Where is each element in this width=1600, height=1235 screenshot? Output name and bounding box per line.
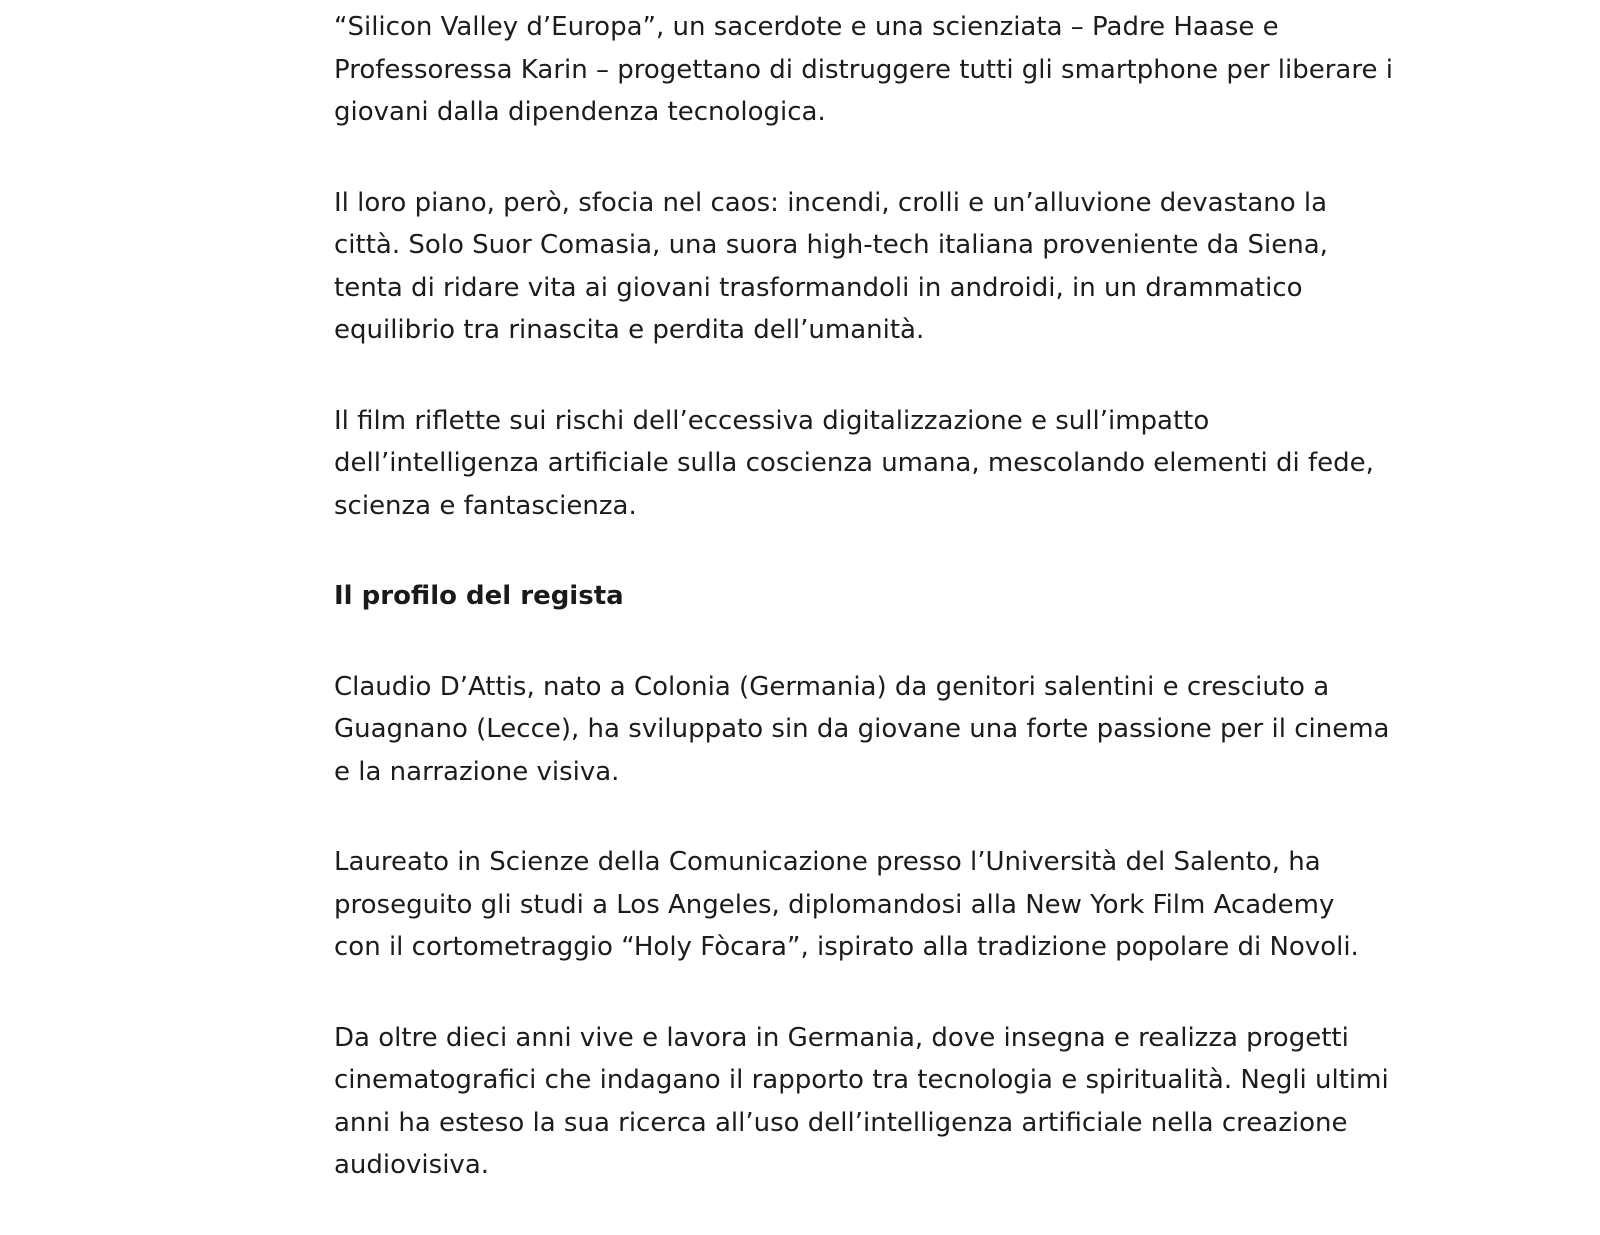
text-line: città. Solo Suor Comasia, una suora high-tech italiana proveniente da Siena, xyxy=(334,230,1328,260)
section-heading: Il profilo del regista xyxy=(334,581,624,611)
text-line: Claudio D’Attis, nato a Colonia (Germania) da genitori salentini e cresciuto a xyxy=(334,671,1330,702)
paragraph-director-origin xyxy=(334,666,1404,794)
text-line: Professoressa Karin – progettano di distruggere tutti gli smartphone per liberare i xyxy=(334,54,1393,85)
text-line: e la narrazione visiva. xyxy=(334,756,620,787)
text-line: Laureato in Scienze della Comunicazione presso l’Università del Salento, ha xyxy=(334,847,1321,877)
text-line: Da oltre dieci anni vive e lavora in Germania, dove insegna e realizza progetti xyxy=(334,1022,1349,1053)
text-line: tenta di ridare vita ai giovani trasformandoli in androidi, in un drammatico xyxy=(334,272,1303,303)
text-line: audiovisiva. xyxy=(334,1150,490,1180)
text-line: Il loro piano, però, sfocia nel caos: incendi, crolli e un’alluvione devastano la xyxy=(334,187,1328,218)
text-line: anni ha esteso la sua ricerca all’uso dell’intelligenza artificiale nella creazione xyxy=(334,1107,1348,1138)
article-body xyxy=(334,0,1404,1235)
paragraph-director-career xyxy=(334,1017,1404,1187)
text-line: “Silicon Valley d’Europa”, un sacerdote e una scienziata – Padre Haase e xyxy=(334,12,1279,42)
paragraph-plot-chaos xyxy=(334,182,1404,352)
paragraph-film-theme xyxy=(334,400,1404,528)
paragraph-director-education xyxy=(334,841,1404,969)
text-line: Il film riflette sui rischi dell’eccessiva digitalizzazione e sull’impatto xyxy=(334,405,1210,436)
text-line: proseguito gli studi a Los Angeles, diplomandosi alla New York Film Academy xyxy=(334,889,1335,920)
text-line: cinematografici che indagano il rapporto tra tecnologia e spiritualità. Negli ultimi xyxy=(334,1065,1389,1095)
text-line: Guagnano (Lecce), ha sviluppato sin da giovane una forte passione per il cinema xyxy=(334,714,1390,744)
text-line: dell’intelligenza artificiale sulla coscienza umana, mescolando elementi di fede, xyxy=(334,448,1374,478)
paragraph-plot-intro xyxy=(334,6,1404,134)
text-line: equilibrio tra rinascita e perdita dell’umanità. xyxy=(334,315,925,345)
text-line: con il cortometraggio “Holy Fòcara”, ispirato alla tradizione popolare di Novoli. xyxy=(334,932,1359,962)
text-line: scienza e fantascienza. xyxy=(334,490,637,521)
text-line: giovani dalla dipendenza tecnologica. xyxy=(334,97,826,127)
